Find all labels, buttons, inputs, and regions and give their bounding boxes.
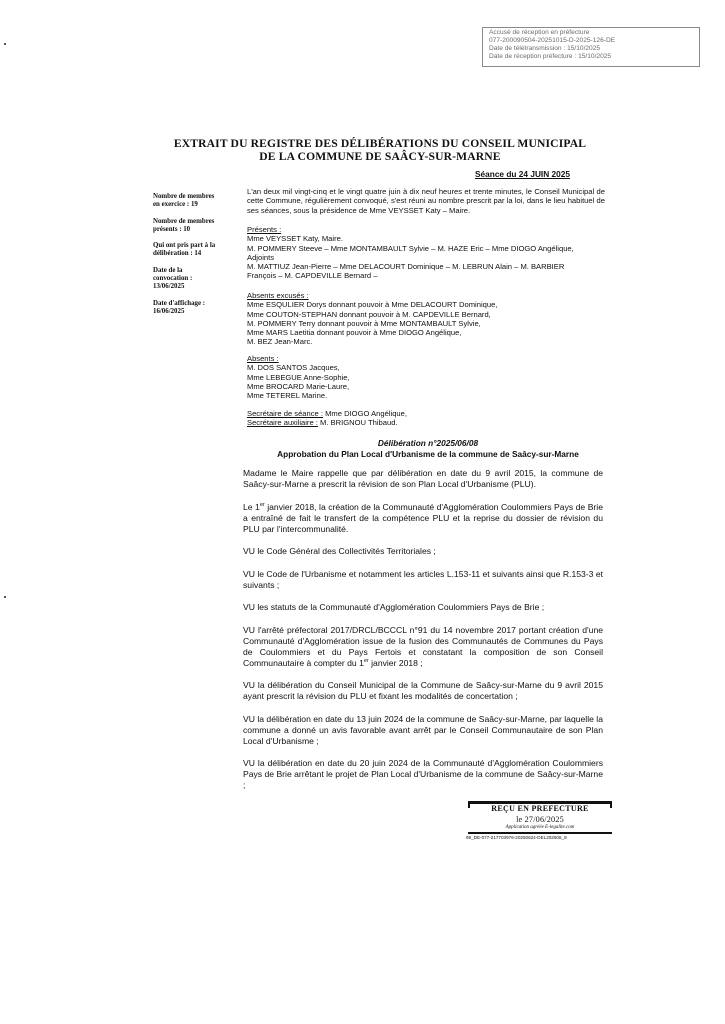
presents-line: Mme VEYSSET Katy, Maire. <box>247 234 343 244</box>
convocation-date <box>153 267 238 292</box>
posting-date <box>153 300 238 317</box>
superscript: er <box>363 657 369 664</box>
paragraph-text: Le 1 <box>243 501 260 512</box>
sidebar-text: Nombre de membres <box>153 217 215 225</box>
session-date: Séance du 24 JUIN 2025 <box>474 169 570 179</box>
auxiliary-secretary-value: M. BRIGNOU Thibaud. <box>317 418 398 428</box>
paragraph: VU le Code de l'Urbanisme et notamment les articles L.153-11 et suivants ainsi que R.153-3 et suivants ; <box>243 568 603 590</box>
members-in-office <box>153 193 238 210</box>
scan-speck <box>4 596 6 598</box>
members-voting <box>153 242 238 259</box>
absents-line: Mme TETEREL Marine. <box>247 391 328 401</box>
receipt-line: Accusé de réception en préfecture <box>489 29 590 36</box>
excused-line: Mme COUTON-STEPHAN donnant pouvoir à M. CAPDEVILLE Bernard, <box>247 309 491 319</box>
sidebar-text: 13/06/2025 <box>153 283 185 291</box>
stamp-received-label: REÇU EN PREFECTURE <box>491 804 589 813</box>
paragraph-text: janvier 2018, la création de la Communauté d'Agglomération Coulommiers Pays de Brie a entraîné de fait le transfert de la compétence PLU et la reprise du dossier de révision du PLU par l'intercommunalité. <box>243 501 603 534</box>
session-secretary-value: Mme DIOGO Angélique, <box>322 409 407 418</box>
presents-heading: Présents : <box>247 225 282 234</box>
auxiliary-secretary-label: Secrétaire auxiliaire : <box>247 418 318 428</box>
stamp-received-date: le 27/06/2025 <box>516 815 564 824</box>
receipt-line: 077-200090504-20251015-D-2025-126-DE <box>489 37 616 45</box>
title-line-1: EXTRAIT DU REGISTRE DES DÉLIBÉRATIONS DU CONSEIL MUNICIPAL <box>173 137 587 150</box>
deliberation-title: Approbation du Plan Local d'Urbanisme de la commune de Saâcy-sur-Marne <box>277 449 579 459</box>
receipt-line: Date de télétransmission : 15/10/2025 <box>489 45 601 53</box>
presents-line: M. POMMERY Steeve – Mme MONTAMBAULT Sylvie – M. HAZE Eric – Mme DIOGO Angélique, <box>247 243 574 253</box>
presents-block <box>247 225 609 281</box>
deliberation-number: Délibération n°2025/06/08 <box>377 438 479 448</box>
superscript: er <box>259 501 265 508</box>
session-secretary <box>247 409 609 418</box>
paragraph: VU la délibération en date du 13 juin 2024 de la commune de Saâcy-sur-Marne, par laquelle la commune a donné un avis favorable avant arrêt par le Conseil Communautaire de son Plan Local d'Urbanisme ; <box>243 713 603 746</box>
members-sidebar <box>153 193 238 316</box>
stamp-reference: 99_DE-077-217703976-20250624-DEL202506_8 <box>466 835 567 840</box>
absents-heading: Absents : <box>247 354 279 363</box>
intro-paragraph: L'an deux mil vingt-cinq et le vingt quatre juin à dix neuf heures et trente minutes, le Conseil Municipal de cette Commune, régulièrement convoqué, s'est réuni au nombre prescrit par la loi, dans le lieu habituel de ses séances, sous la présidence de Mme VEYSSET Katy – Maire. <box>247 187 605 215</box>
sidebar-text: présents : 10 <box>153 225 191 233</box>
excused-heading: Absents excusés : <box>247 291 309 300</box>
excused-block <box>247 291 609 347</box>
document-title <box>170 138 590 163</box>
excused-line: M. POMMERY Terry donnant pouvoir à Mme MONTAMBAULT Sylvie, <box>247 318 481 328</box>
excused-line: Mme MARS Laetitia donnant pouvoir à Mme DIOGO Angélique, <box>247 328 462 338</box>
secretaries-block <box>247 409 609 428</box>
presents-line: M. MATTIUZ Jean-Pierre – Mme DELACOURT Dominique – M. LEBRUN Alain – M. BARBIER <box>247 262 565 272</box>
paragraph-text: janvier 2018 ; <box>368 657 423 668</box>
sidebar-text: Qui ont pris part à la <box>153 242 216 250</box>
sidebar-text: Nombre de membres <box>153 193 215 200</box>
session-secretary-label: Secrétaire de séance : <box>247 409 323 418</box>
prefecture-receipt-box <box>482 27 700 67</box>
sidebar-text: délibération : 14 <box>153 250 202 258</box>
receipt-line: Date de réception préfecture : 15/10/2025 <box>489 53 612 61</box>
paragraph-text: VU l'arrêté préfectoral 2017/DRCL/BCCCL n°91 du 14 novembre 2017 portant création d'une Communauté d'Agglomération issue de la fusion des Communautés de Communes du Pays de Coulommiers et du Pays Fertois et constatant la composition de son Conseil Communautaire à compter du 1 <box>243 624 603 668</box>
sidebar-text: convocation : <box>153 275 193 283</box>
paragraph: VU la délibération en date du 20 juin 2024 de la Communauté d'Agglomération Coulommiers Pays de Brie arrêtant le projet de Plan Local d'Urbanisme de la commune de Saâcy-sur-Marne ; <box>243 758 603 790</box>
absents-block <box>247 354 609 400</box>
presents-line: Adjoints <box>247 252 275 262</box>
absents-line: Mme LEBEGUE Anne-Sophie, <box>247 372 350 382</box>
paragraph <box>243 502 603 535</box>
absents-line: M. DOS SANTOS Jacques, <box>247 363 340 373</box>
absents-line: Mme BROCARD Marie-Laure, <box>247 381 350 391</box>
paragraph: VU le Code Général des Collectivités Territoriales ; <box>243 546 436 556</box>
paragraph: VU la délibération du Conseil Municipal de la Commune de Saâcy-sur-Marne du 9 avril 2015 ayant prescrit la révision du PLU et fixant les modalités de concertation ; <box>243 680 603 701</box>
sidebar-text: en exercice : 19 <box>153 201 198 209</box>
sidebar-text: 16/06/2025 <box>153 307 185 315</box>
received-stamp <box>468 801 612 845</box>
paragraph: VU les statuts de la Communauté d'Agglomération Coulommiers Pays de Brie ; <box>243 602 545 612</box>
excused-line: Mme ESQULIER Dorys donnant pouvoir à Mme DELACOURT Dominique, <box>247 300 498 310</box>
stamp-application: Application agréée E-legalite.com <box>505 825 575 830</box>
sidebar-text: Date d'affichage : <box>153 299 206 307</box>
deliberation-body <box>243 468 603 803</box>
paragraph <box>243 625 603 669</box>
stamp-bottom-rule <box>468 832 612 834</box>
excused-line: M. BEZ Jean-Marc. <box>247 337 313 347</box>
sidebar-text: Date de la <box>153 266 183 274</box>
members-present <box>153 218 238 235</box>
paragraph: Madame le Maire rappelle que par délibération en date du 9 avril 2015, la commune de Saâcy-sur-Marne a prescrit la révision de son Plan Local d'Urbanisme (PLU). <box>243 468 603 489</box>
presents-line: François – M. CAPDEVILLE Bernard – <box>247 271 378 281</box>
title-line-2: DE LA COMMUNE DE SAÂCY-SUR-MARNE <box>259 149 501 163</box>
scan-speck <box>4 43 6 45</box>
auxiliary-secretary <box>247 418 609 427</box>
